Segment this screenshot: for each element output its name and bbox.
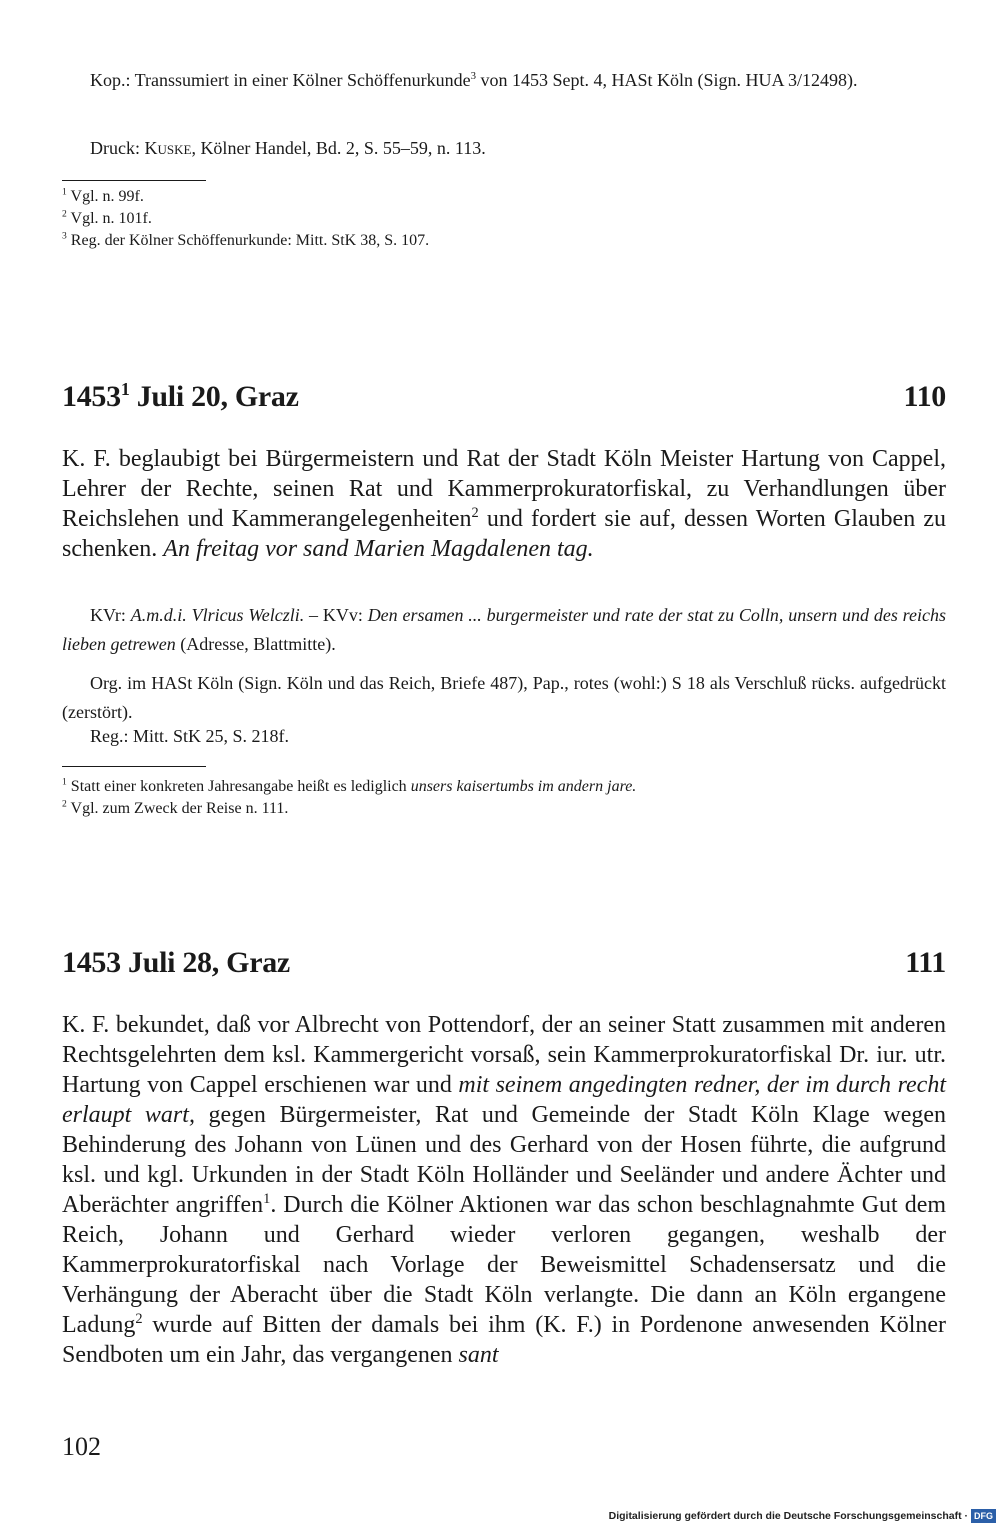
footnote: $^1$ Vgl. n. 99f. — [62, 186, 144, 205]
footnote-rule — [62, 766, 206, 767]
entry-110-heading — [62, 380, 946, 420]
entry-110-footnotes — [62, 776, 946, 820]
entry-110-date: 1453$^1$ Juli 20, Graz — [62, 379, 299, 413]
entry-110-number: 110 — [903, 380, 946, 413]
footnote: $^3$ Reg. der Kölner Schöffenurkunde: Mitt. StK 38, S. 107. — [62, 230, 430, 249]
entry-111-regest: K. F. bekundet, daß vor Albrecht von Pottendorf, der an seiner Statt zusammen mit anderen Rechtsgelehrten dem ksl. Kammergericht vorsaß, sein Kammerprokuratorfiskal Dr. iur. utr. Hartung von Cappel erschienen war und mit seinem angedingten redner, der im durch recht erlaupt wart, gegen Bürgermeister, Rat und Gemeinde der Stadt Köln Klage wegen Behinderung des Johann von Lünen und des Gerhard von der Hosen führte, die aufgrund ksl. und kgl. Urkunden in der Stadt Köln Holländer und Seeländer und andere Ächter und Aberächter angriffen$^1$. Durch die Kölner Aktionen war das schon beschlagnahmte Gut dem Reich, Johann und Gerhard wieder verloren gegangen, weshalb der Kammerprokuratorfiskal nach Vorlage der Beweismittel Schadensersatz und die Verhängung der Aberacht über die Stadt Köln verlangte. Die dann an Köln ergangene Ladung$^2$ wurde auf Bitten der damals bei ihm (K. F.) in Pordenone anwesenden Kölner Sendboten um ein Jahr, das vergangenen sant — [62, 1012, 947, 1368]
kop-line: Kop.: Transsumiert in einer Kölner Schöffenurkunde$^3$ von 1453 Sept. 4, HASt Köln (Sign. HUA 3/12498). — [90, 70, 858, 90]
dfg-logo-icon: DFG — [971, 1509, 996, 1523]
footnote: $^1$ Statt einer konkreten Jahresangabe heißt es lediglich unsers kaisertumbs im andern jare. — [62, 776, 637, 795]
footnote: $^2$ Vgl. zum Zweck der Reise n. 111. — [62, 798, 289, 817]
entry-111-number: 111 — [905, 946, 946, 979]
footnote-rule — [62, 180, 206, 181]
entry-111-date: 1453 Juli 28, Graz — [62, 946, 290, 979]
druck-line: Druck: Kuske, Kölner Handel, Bd. 2, S. 55–59, n. 113. — [90, 138, 486, 158]
entry-110-regest: K. F. beglaubigt bei Bürgermeistern und Rat der Stadt Köln Meister Hartung von Cappel, Lehrer der Rechte, seinen Rat und Kammerprokuratorfiskal, zu Verhandlungen über Reichslehen und Kammerangelegenheiten$^2$ und fordert sie auf, dessen Worten Glauben zu schenken. An freitag vor sand Marien Magdalenen tag. — [62, 446, 946, 562]
footnote: $^2$ Vgl. n. 101f. — [62, 208, 152, 227]
entry-110-overlieferung: Org. im HASt Köln (Sign. Köln und das Reich, Briefe 487), Pap., rotes (wohl:) S 18 als Verschluß rücks. aufgedrückt (zerstört). — [62, 673, 946, 722]
entry-110-kanzleivermerke: KVr: A.m.d.i. Vlricus Welczli. – KVv: Den ersamen ... burgermeister und rate der stat zu Colln, unsern und des reichs lieben getrewen (Adresse, Blattmitte). — [62, 605, 946, 654]
digitization-note: Digitalisierung gefördert durch die Deutsche Forschungsgemeinschaft · DFG — [609, 1508, 996, 1524]
entry-111-heading — [62, 946, 946, 986]
prev-footnotes — [62, 186, 946, 252]
page-number: 102 — [62, 1432, 101, 1461]
entry-110-regesten: Reg.: Mitt. StK 25, S. 218f. — [90, 726, 290, 746]
